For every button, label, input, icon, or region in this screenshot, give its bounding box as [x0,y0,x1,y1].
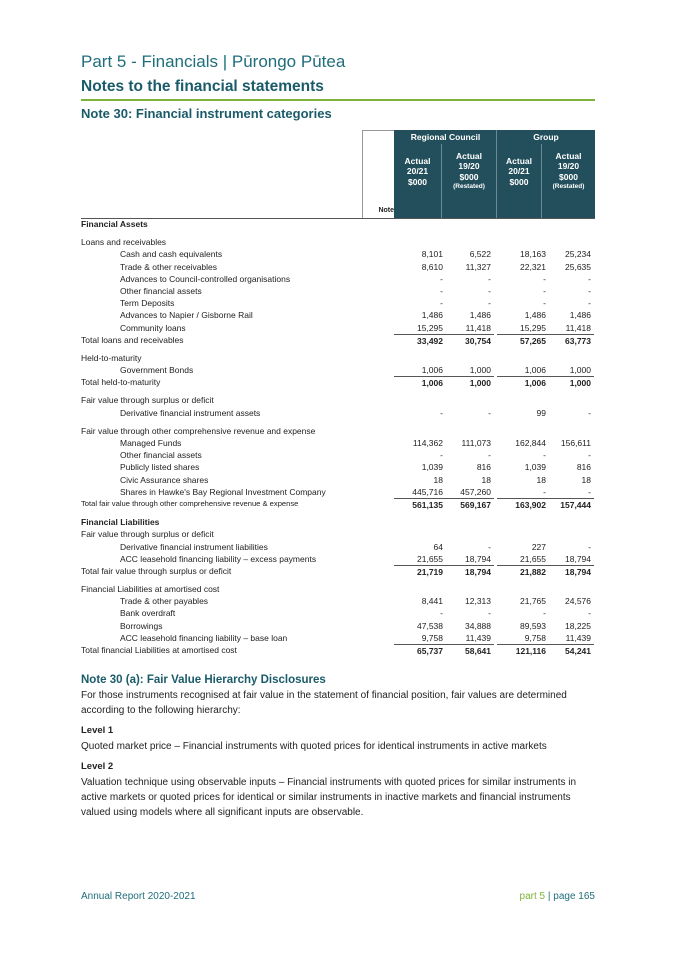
table-row [81,595,595,607]
col-header-line: Actual [555,150,582,161]
cell-value: 9,758 [524,632,546,643]
cell-value: - [440,298,443,309]
grid-line [441,144,442,218]
cell-value: 21,655 [520,553,546,564]
row-label: Community loans [120,322,186,333]
cell-value: - [543,273,546,284]
row-label: Trade & other payables [120,596,209,607]
cell-value: - [488,285,491,296]
row-label: Civic Assurance shares [120,474,209,485]
section-intro: For those instruments recognised at fair value in the statement of financial position, fair values are determined according to the following hierarchy: [81,690,567,716]
col-header-line: 19/20 [557,161,580,171]
group-header-group: Group [497,130,595,144]
cell-value: 11,327 [465,261,491,272]
row-label: Borrowings [120,620,163,631]
cell-value: - [440,285,443,296]
table-row [81,376,595,388]
cell-value: 18 [581,474,591,485]
cell-value: 18 [433,474,443,485]
cell-value: - [543,285,546,296]
cell-value: 15,295 [520,322,546,333]
table-row [81,437,595,449]
row-label: Publicly listed shares [120,462,200,473]
cell-value: 18 [481,474,491,485]
cell-value: 18,794 [442,565,494,578]
row-label: Total loans and receivables [81,334,184,345]
cell-value: - [440,407,443,418]
row-label: Derivative financial instrument assets [120,407,261,418]
cell-value: - [488,298,491,309]
cell-value: 11,418 [465,322,491,333]
cell-value: 64 [433,541,443,552]
grid-line [496,130,497,218]
table-row [81,309,595,321]
cell-value: - [588,486,591,497]
table-row [81,461,595,473]
cell-value: - [488,407,491,418]
table-row [81,285,595,297]
col-header-line: 20/21 [406,166,429,177]
cell-value: 33,492 [394,334,446,347]
table-row [81,486,595,498]
cell-value: 89,593 [520,620,546,631]
table-row [81,553,595,565]
cell-value: - [543,486,546,497]
cell-value: - [440,273,443,284]
table-row [81,218,595,230]
cell-value: 816 [476,462,491,473]
col-header-line: Actual [506,155,532,166]
col-header [497,144,541,199]
cell-value: 1,006 [524,365,546,376]
row-label: Fair value through surplus or deficit [81,529,214,540]
cell-value: 30,754 [442,334,494,347]
cell-value: - [588,608,591,619]
cell-value: 8,101 [421,249,443,260]
row-label: ACC leasehold financing liability – base loan [120,632,288,643]
row-label: Derivative financial instrument liabilities [120,541,268,552]
part-title: Part 5 - Financials | Pūrongo Pūtea [81,52,346,71]
row-label: Advances to Council-controlled organisations [120,273,291,284]
cell-value: 1,006 [421,365,443,376]
col-header-line: Actual [404,155,431,166]
row-label: Financial Liabilities [81,517,160,528]
row-label: Total fair value through surplus or deficit [81,565,232,576]
col-header-line: Actual [456,150,482,161]
cell-value: - [588,298,591,309]
level2-title: Level 2 [81,761,114,772]
cell-value: 47,538 [417,620,443,631]
cell-value: - [543,608,546,619]
table-row [81,528,595,540]
cell-value: 1,486 [524,310,546,321]
table-row [81,620,595,632]
cell-value: - [440,450,443,461]
cell-value: 54,241 [542,644,594,657]
financial-instruments-table [81,218,595,656]
cell-value: 227 [531,541,546,552]
cell-value: - [543,450,546,461]
cell-value: 1,006 [497,376,549,389]
table-row [81,334,595,346]
row-label: Term Deposits [120,298,175,309]
row-label: ACC leasehold financing liability – excess payments [120,553,317,564]
row-label: Total financial Liabilities at amortised cost [81,645,237,655]
table-row [81,425,595,437]
cell-value: 8,441 [421,596,443,607]
col-header-line: 19/20 [458,161,480,171]
table-row [81,498,595,510]
cell-value: 457,260 [460,486,491,497]
table-row [81,474,595,486]
cell-value: 58,641 [442,644,494,657]
note-column-label: Note [378,207,394,214]
row-label: Fair value through other comprehensive revenue and expense [81,425,316,436]
row-label: Cash and cash equivalents [120,249,223,260]
cell-value: 1,039 [524,462,546,473]
table-row [81,583,595,595]
row-label: Advances to Napier / Gisborne Rail [120,310,253,321]
row-label: Financial Assets [81,219,148,229]
col-header [542,144,595,199]
footer-page-number: page 165 [553,891,595,902]
cell-value: 1,039 [421,462,443,473]
cell-value: - [588,450,591,461]
cell-value: 1,006 [394,376,446,389]
cell-value: 111,073 [461,438,491,448]
cell-value: 18,225 [565,620,591,631]
title-divider [81,99,595,101]
table-row [81,394,595,406]
cell-value: 15,295 [417,322,443,333]
cell-value: - [543,298,546,309]
table-row [81,644,595,656]
cell-value: 21,655 [417,553,443,564]
cell-value: 162,844 [515,438,546,448]
cell-value: 121,116 [497,644,549,657]
cell-value: 11,439 [565,632,591,643]
table-row [81,632,595,644]
cell-value: - [588,407,591,418]
table-row [81,449,595,461]
table-row [81,297,595,309]
row-label: Held-to-maturity [81,352,142,363]
cell-value: 11,418 [565,322,591,333]
cell-value: 99 [536,407,546,418]
level1-text: Quoted market price – Financial instruments with quoted prices for identical instruments in active markets [81,741,547,752]
row-label: Other financial assets [120,285,202,296]
row-label: Shares in Hawke's Bay Regional Investment Company [120,486,326,497]
cell-value: 163,902 [497,498,549,511]
level1-title: Level 1 [81,725,114,736]
cell-value: 18,794 [542,565,594,578]
cell-value: - [488,608,491,619]
cell-value: 25,635 [565,261,591,272]
row-label: Financial Liabilities at amortised cost [81,584,220,595]
col-header-line: $000 [408,176,427,187]
cell-value: 1,000 [469,365,491,376]
cell-value: 11,439 [465,632,491,643]
cell-value: - [488,541,491,552]
col-header [442,144,496,199]
cell-value: 156,611 [560,438,591,448]
table-row [81,248,595,260]
table-row [81,322,595,334]
cell-value: - [588,285,591,296]
group-header-regional: Regional Council [394,130,497,144]
cell-value: 1,486 [469,310,491,321]
col-header-line: (Restated) [453,183,485,190]
cell-value: 569,167 [442,498,494,511]
cell-value: 18,794 [565,553,591,564]
footer-separator: | [547,891,551,902]
footer-report-name: Annual Report 2020-2021 [81,891,196,902]
table-row [81,541,595,553]
cell-value: 63,773 [542,334,594,347]
row-label: Fair value through surplus or deficit [81,395,214,406]
cell-value: - [588,273,591,284]
footer-part: part 5 [519,891,546,902]
row-label: Government Bonds [120,365,194,376]
grid-line [362,130,363,218]
row-label: Loans and receivables [81,237,167,248]
table-row [81,516,595,528]
cell-value: 1,486 [421,310,443,321]
cell-value: - [488,450,491,461]
notes-title: Notes to the financial statements [81,78,324,95]
header-band [394,199,595,218]
cell-value: 1,000 [542,376,594,389]
cell-value: 561,135 [394,498,446,511]
row-label: Total fair value through other comprehensive revenue & expense [81,498,299,508]
cell-value: 21,719 [394,565,446,578]
cell-value: 24,576 [565,596,591,607]
table-row [81,236,595,248]
cell-value: 12,313 [465,596,491,607]
cell-value: 21,882 [497,565,549,578]
table-row [81,261,595,273]
grid-line [362,130,394,131]
table-row [81,364,595,376]
table-row [81,565,595,577]
table-row [81,352,595,364]
cell-value: 1,000 [442,376,494,389]
cell-value: 18 [536,474,546,485]
cell-value: - [440,608,443,619]
cell-value: 8,610 [421,261,443,272]
cell-value: 18,794 [465,553,491,564]
cell-value: 816 [576,462,591,473]
cell-value: 445,716 [412,486,443,497]
cell-value: 18,163 [520,249,546,260]
cell-value: - [488,273,491,284]
row-label: Other financial assets [120,450,202,461]
cell-value: 9,758 [421,632,443,643]
cell-value: 1,000 [569,365,591,376]
cell-value: 22,321 [520,261,546,272]
cell-value: 21,765 [520,596,546,607]
cell-value: 57,265 [497,334,549,347]
footer-page [520,891,595,902]
table-row [81,407,595,419]
col-header-line: $000 [459,171,479,182]
cell-value: 1,486 [569,310,591,321]
cell-value: 114,362 [412,438,443,448]
cell-value: 65,737 [394,644,446,657]
col-header-line: 20/21 [508,166,530,177]
row-label: Bank overdraft [120,608,176,619]
row-label: Total held-to-maturity [81,377,161,388]
level2-text: Valuation technique using observable inputs – Financial instruments with quoted prices for similar instruments in active markets or quoted prices for identical or similar instruments in inactive markets and financial instruments valued using models where all significant inputs are observable. [81,777,577,818]
row-label: Managed Funds [120,438,182,448]
cell-value: 25,234 [565,249,591,260]
col-header-line: (Restated) [552,183,585,190]
cell-value: 6,522 [469,249,491,260]
col-header-line: $000 [559,171,578,182]
row-label: Trade & other receivables [120,261,218,272]
cell-value: 157,444 [542,498,594,511]
col-header-line: $000 [509,176,529,187]
cell-value: 34,888 [465,620,491,631]
cell-value: - [588,541,591,552]
col-header [394,144,441,199]
table-row [81,607,595,619]
grid-line [541,144,542,218]
section-title: Note 30 (a): Fair Value Hierarchy Disclosures [81,674,326,686]
table-row [81,273,595,285]
note-title: Note 30: Financial instrument categories [81,106,332,121]
